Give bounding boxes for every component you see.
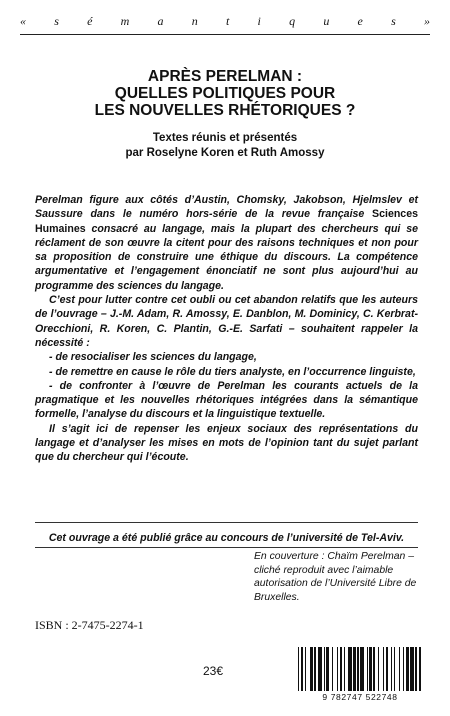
book-title — [40, 68, 410, 119]
list-item: - de resocialiser les sciences du langage, — [49, 351, 257, 364]
series-letter: e — [357, 14, 363, 28]
series-letter: é — [87, 14, 93, 28]
series-banner — [20, 14, 430, 29]
barcode-number: 9 782747 522748 — [322, 692, 398, 702]
list-item: - de remettre en cause le rôle du tiers analyste, en l’occurrence linguiste, — [49, 365, 416, 378]
paragraph-conclusion: Il s’agit ici de repenser les enjeux sociaux des représentations du langage et d’analyser les mises en mots de l’opinion tant du sujet parlant que du chercheur qui l’écoute. — [35, 422, 418, 464]
series-letter: m — [120, 14, 130, 28]
price: 23€ — [203, 664, 224, 678]
title-line: QUELLES POLITIQUES POUR — [114, 85, 336, 102]
series-letter: n — [191, 14, 198, 28]
series-letter: q — [289, 14, 296, 28]
series-letter: i — [257, 14, 261, 28]
series-letter: » — [423, 14, 430, 28]
barcode — [298, 647, 422, 705]
barcode-bars — [298, 647, 422, 691]
isbn: ISBN : 2-7475-2274-1 — [35, 618, 144, 632]
list-item: - de confronter à l’œuvre de Perelman les courants actuels de la pragmatique et les nouvelles rhétoriques intégrées dans la sémantique formelle, l’analyse du discours et la linguistique textuelle. — [35, 379, 418, 421]
series-letter: u — [323, 14, 330, 28]
title-line: LES NOUVELLES RHÉTORIQUES ? — [94, 102, 356, 119]
divider-top — [35, 522, 418, 523]
series-letter: t — [225, 14, 230, 28]
series-letter: s — [391, 14, 396, 28]
journal-name: Sciences Humaines — [35, 208, 418, 235]
title-line: APRÈS PERELMAN : — [147, 68, 303, 85]
series-letter: a — [157, 14, 164, 28]
cover-photo-credit: En couverture : Chaïm Perelman – cliché reproduit avec l’aimable autorisation de l’Université Libre de Bruxelles. — [254, 551, 417, 603]
series-letter: s — [54, 14, 59, 28]
series-letter: « — [20, 14, 26, 28]
paragraph-authors: C’est pour lutter contre cet oubli ou cet abandon relatifs que les auteurs de l’ouvrage – J.-M. Adam, R. Amossy, E. Danblon, M. Dominicy, C. Kerbrat-Orecchioni, R. Koren, C. Plantin, G.-E. Sarfati – souhaitent rappeler la nécessité : — [35, 294, 418, 349]
series-underline — [20, 34, 430, 35]
subtitle-line: par Roselyne Koren et Ruth Amossy — [125, 147, 325, 159]
divider-bottom — [35, 547, 418, 548]
barcode-bar — [421, 647, 422, 691]
series-name — [20, 14, 430, 29]
paragraph-intro: Perelman figure aux côtés d’Austin, Chomsky, Jakobson, Hjelmslev et Saussure dans le numéro hors-série de la revue française Sciences Humaines consacré au langage, mais la plupart des chercheurs qui se réclament de son œuvre la citent pour des raisons techniques et non pour sa proposition de construire une éthique du discours. La compétence argumentative et l’engagement énonciatif ne sont plus aujourd’hui au programme des sciences du langage. — [35, 194, 418, 292]
editors-credit — [40, 131, 410, 161]
back-cover-text — [35, 193, 418, 465]
publication-credit: Cet ouvrage a été publié grâce au concours de l’université de Tel-Aviv. — [48, 532, 405, 544]
subtitle-line: Textes réunis et présentés — [152, 132, 298, 144]
